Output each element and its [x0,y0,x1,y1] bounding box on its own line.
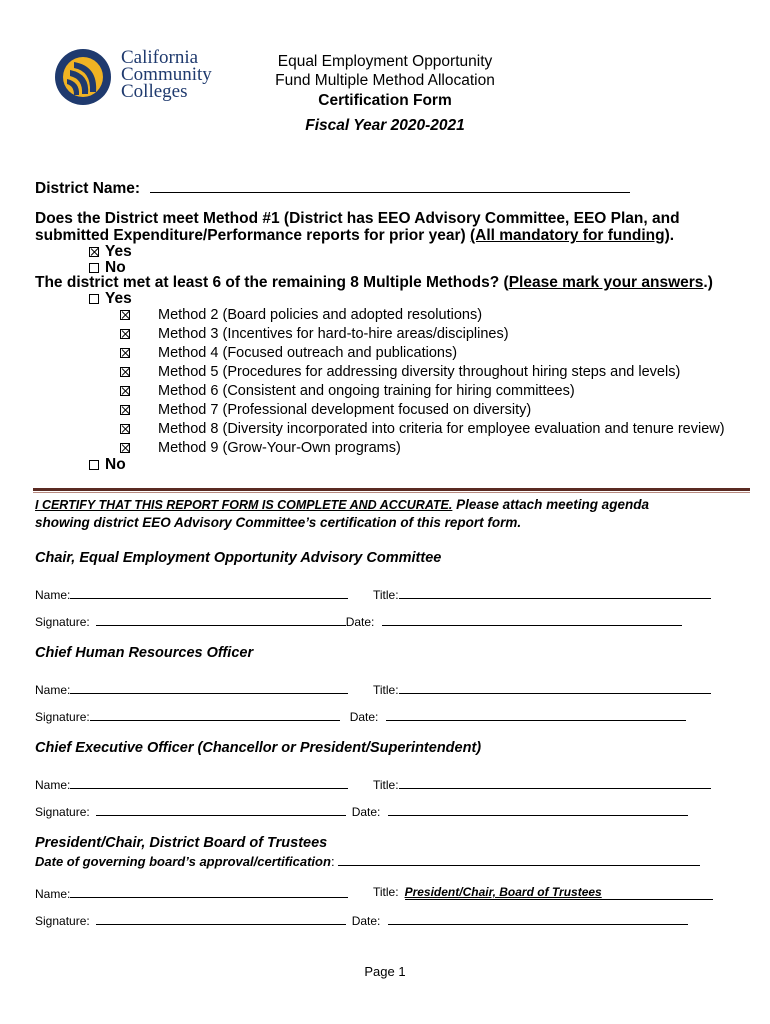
ceo-title-field[interactable] [399,776,711,789]
method-7-item[interactable] [120,402,531,418]
chair-eeo-title-field[interactable] [399,586,711,599]
board-title-field[interactable] [405,885,713,900]
board-date-field[interactable] [388,912,688,925]
method1-yes-checkbox[interactable] [89,247,99,257]
ceo-date-field[interactable] [388,803,688,816]
board-name-row [35,885,348,901]
chair-eeo-name-row [35,586,348,602]
certification-statement-line-1 [35,497,649,512]
chair-eeo-date-field[interactable] [382,613,682,626]
chair-eeo-title-label: Title: [373,588,399,602]
certify-instruction: Please attach meeting agenda [452,497,649,512]
remaining-yes-checkbox[interactable] [89,294,99,304]
method-8-item[interactable] [120,421,725,437]
section-chro-title: Chief Human Resources Officer [35,645,254,661]
board-signature-field[interactable] [96,912,346,925]
ceo-date-label: Date: [351,805,381,819]
fiscal-year: Fiscal Year 2020-2021 [305,117,465,134]
method-3-checkbox[interactable] [120,329,130,339]
header-line-2: Fund Multiple Method Allocation [275,72,495,89]
method-7-checkbox[interactable] [120,405,130,415]
logo-line-2: Community [121,64,212,85]
chair-eeo-signature-label: Signature: [35,615,90,629]
remaining-methods-question [35,274,713,292]
chro-signature-field[interactable] [90,708,340,721]
remaining-no-option[interactable] [89,456,126,474]
chro-name-field[interactable] [70,681,348,694]
ceo-signature-label: Signature: [35,805,90,819]
ceo-name-label: Name: [35,778,71,792]
logo-line-1: California [121,47,199,68]
method1-mandatory-note: (All mandatory for funding [469,227,665,244]
board-signature-row [35,912,688,928]
method1-yes-label: Yes [105,243,132,260]
method-6-label: Method 6 (Consistent and ongoing training for hiring committees) [158,383,575,399]
method-5-label: Method 5 (Procedures for addressing diversity throughout hiring steps and levels) [158,364,681,380]
method-2-item[interactable] [120,307,482,323]
method-4-item[interactable] [120,345,457,361]
remaining-question-text: The district met at least 6 of the remaining 8 Multiple Methods? ( [35,274,509,291]
method1-question-end: ). [664,227,675,244]
method1-question-text: submitted Expenditure/Performance reports for prior year) [35,227,470,244]
ceo-signature-row [35,803,688,819]
chro-title-field[interactable] [399,681,711,694]
board-title-label: Title: [373,885,399,899]
district-name-label: District Name: [35,180,141,197]
ceo-signature-field[interactable] [96,803,346,816]
method-8-checkbox[interactable] [120,424,130,434]
board-approval-label: Date of governing board’s approval/certification [35,854,331,869]
logo-line-3: Colleges [121,81,188,102]
section-divider [33,488,750,491]
chro-title-row [373,681,711,697]
chro-title-label: Title: [373,683,399,697]
board-name-label: Name: [35,887,71,901]
page-number: Page 1 [364,964,406,979]
board-title-value: President/Chair, Board of Trustees [404,885,602,899]
section-board-title: President/Chair, District Board of Trustees [35,835,328,851]
board-date-label: Date: [351,914,381,928]
form-title: Certification Form [318,92,452,109]
method-6-checkbox[interactable] [120,386,130,396]
method-6-item[interactable] [120,383,575,399]
district-name-field[interactable] [150,180,630,193]
ceo-name-row [35,776,348,792]
certify-heading: I CERTIFY THAT THIS REPORT FORM IS COMPLETE AND ACCURATE. [35,498,453,512]
method-4-checkbox[interactable] [120,348,130,358]
remaining-question-end: .) [703,274,713,291]
chair-eeo-date-label: Date: [345,615,375,629]
method1-no-checkbox[interactable] [89,263,99,273]
method-5-item[interactable] [120,364,680,380]
chair-eeo-signature-row [35,613,682,629]
method-2-label: Method 2 (Board policies and adopted resolutions) [158,307,483,323]
chair-eeo-title-row [373,586,711,602]
method1-no-label: No [105,259,126,276]
method-5-checkbox[interactable] [120,367,130,377]
section-divider-shadow [33,492,750,493]
ceo-title-label: Title: [373,778,399,792]
remaining-yes-option[interactable] [89,290,132,308]
board-name-field[interactable] [70,885,348,898]
header-line-1: Equal Employment Opportunity [277,53,493,70]
board-title-row [373,885,713,900]
chair-eeo-name-field[interactable] [70,586,348,599]
remaining-no-label: No [105,456,126,473]
method-9-label: Method 9 (Grow-Your-Own programs) [158,440,401,456]
method-3-label: Method 3 (Incentives for hard-to-hire areas/disciplines) [158,326,509,342]
method-9-checkbox[interactable] [120,443,130,453]
chro-name-row [35,681,348,697]
ceo-title-row [373,776,711,792]
section-ceo-title: Chief Executive Officer (Chancellor or President/Superintendent) [35,740,482,756]
chro-name-label: Name: [35,683,71,697]
chair-eeo-name-label: Name: [35,588,71,602]
board-signature-label: Signature: [35,914,90,928]
remaining-no-checkbox[interactable] [89,460,99,470]
chair-eeo-signature-field[interactable] [96,613,346,626]
remaining-instruction: Please mark your answers [508,274,704,291]
method-7-label: Method 7 (Professional development focused on diversity) [158,402,532,418]
board-approval-row [35,853,700,869]
method-8-label: Method 8 (Diversity incorporated into criteria for employee evaluation and tenure review) [158,421,725,437]
board-approval-date-field[interactable] [338,853,700,866]
method-4-label: Method 4 (Focused outreach and publications) [158,345,458,361]
chro-signature-label: Signature: [35,710,90,724]
method-9-item[interactable] [120,440,401,456]
board-approval-colon: : [330,854,335,869]
chro-date-label: Date: [349,710,379,724]
section-chair-eeo-title: Chair, Equal Employment Opportunity Advisory Committee [35,550,442,566]
chro-signature-row [35,708,686,724]
ceo-name-field[interactable] [70,776,348,789]
method1-question-line-1: Does the District meet Method #1 (District has EEO Advisory Committee, EEO Plan, and [35,210,680,227]
remaining-yes-label: Yes [105,290,132,307]
method-2-checkbox[interactable] [120,310,130,320]
method-3-item[interactable] [120,326,509,342]
certification-statement-line-2: showing district EEO Advisory Committee’s certification of this report form. [35,515,522,530]
chro-date-field[interactable] [386,708,686,721]
district-name-row [35,180,630,198]
